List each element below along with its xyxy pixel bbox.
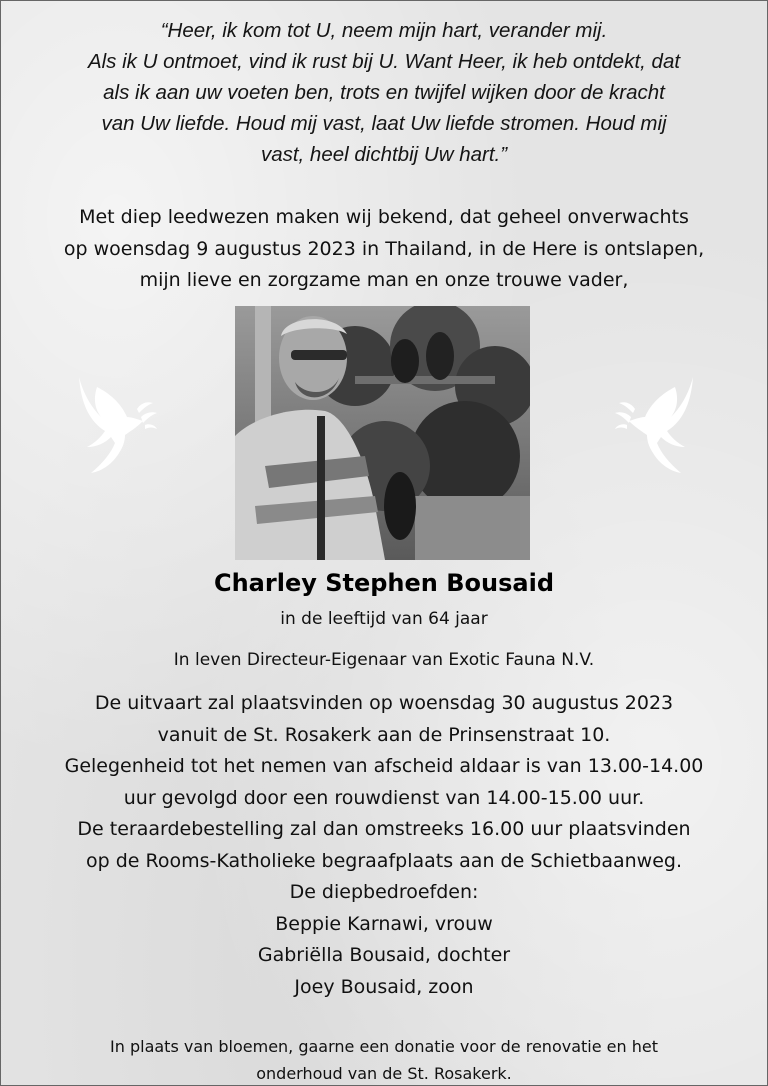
donation-line: In plaats van bloemen, gaarne een donatie voor de renovatie en het xyxy=(110,1037,658,1056)
mourner-line: Gabriëlla Bousaid, dochter xyxy=(257,944,511,966)
portrait-photo xyxy=(235,306,530,560)
poem-quote xyxy=(11,15,757,170)
service-line: De teraardebestelling zal dan omstreeks 16.00 uur plaatsvinden xyxy=(77,818,691,840)
poem-line: vast, heel dichtbij Uw hart.” xyxy=(260,143,508,166)
service-details xyxy=(1,688,767,1003)
announcement xyxy=(1,202,767,297)
dove-icon xyxy=(71,373,161,482)
mourner-line: Beppie Karnawi, vrouw xyxy=(275,912,493,935)
poem-line: van Uw liefde. Houd mij vast, laat Uw liefde stromen. Houd mij xyxy=(101,112,667,135)
service-line: vanuit de St. Rosakerk aan de Prinsenstraat 10. xyxy=(157,723,611,746)
mourner-line: Joey Bousaid, zoon xyxy=(294,975,474,998)
age-line: in de leeftijd van 64 jaar xyxy=(280,609,488,629)
service-line: op de Rooms-Katholieke begraafplaats aan de Schietbaanweg. xyxy=(85,849,682,872)
donation-note xyxy=(1,1033,767,1086)
deceased-name: Charley Stephen Bousaid xyxy=(213,569,554,597)
mourners-heading: De diepbedroefden: xyxy=(289,881,479,903)
poem-line: “Heer, ik kom tot U, neem mijn hart, verander mij. xyxy=(160,19,608,42)
occupation-line: In leven Directeur-Eigenaar van Exotic Fauna N.V. xyxy=(173,650,595,670)
poem-line: Als ik U ontmoet, vind ik rust bij U. Want Heer, ik heb ontdekt, dat xyxy=(87,50,681,73)
service-line: Gelegenheid tot het nemen van afscheid aldaar is van 13.00-14.00 xyxy=(64,755,704,777)
announcement-line: mijn lieve en zorgzame man en onze trouwe vader, xyxy=(139,269,629,291)
poem-line: als ik aan uw voeten ben, trots en twijfel wijken door de kracht xyxy=(103,81,665,104)
service-line: De uitvaart zal plaatsvinden op woensdag 30 augustus 2023 xyxy=(94,692,674,714)
service-line: uur gevolgd door een rouwdienst van 14.00-15.00 uur. xyxy=(123,786,645,809)
announcement-line: Met diep leedwezen maken wij bekend, dat geheel onverwachts xyxy=(79,206,689,228)
dove-icon xyxy=(611,373,701,482)
announcement-line: op woensdag 9 augustus 2023 in Thailand, in de Here is ontslapen, xyxy=(63,237,705,260)
donation-line: onderhoud van de St. Rosakerk. xyxy=(256,1064,512,1083)
